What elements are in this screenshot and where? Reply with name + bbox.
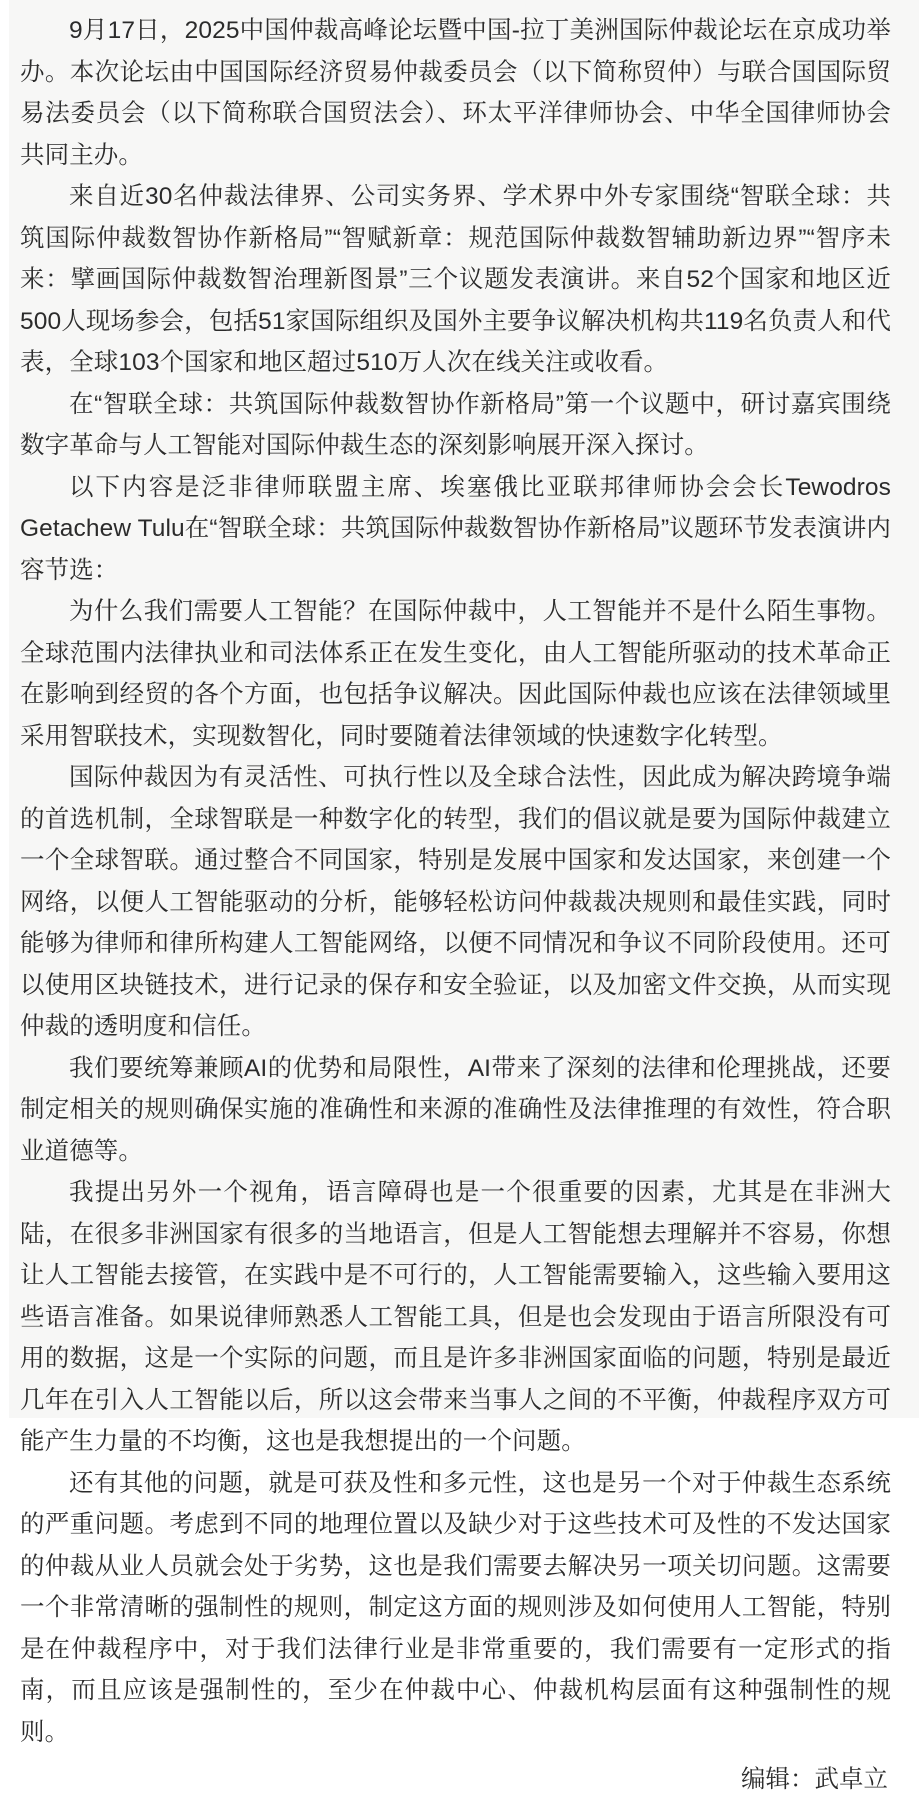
paragraph-4: 以下内容是泛非律师联盟主席、埃塞俄比亚联邦律师协会会长Tewodros Getachew Tulu在“智联全球：共筑国际仲裁数智协作新格局”议题环节发表演讲内容节选： — [20, 473, 891, 584]
paragraph-6: 国际仲裁因为有灵活性、可执行性以及全球合法性，因此成为解决跨境争端的首选机制，全球智联是一种数字化的转型，我们的倡议就是要为国际仲裁建立一个全球智联。通过整合不同国家，特别是发展中国家和发达国家，来创建一个网络，以便人工智能驱动的分析，能够轻松访问仲裁裁决规则和最佳实践，同时能够为律师和律所构建人工智能网络，以便不同情况和争议不同阶段使用。还可以使用区块链技术，进行记录的保存和安全验证，以及加密文件交换，从而实现仲裁的透明度和信任。 — [20, 764, 891, 1040]
paragraph-3: 在“智联全球：共筑国际仲裁数智协作新格局”第一个议题中，研讨嘉宾围绕数字革命与人工智能对国际仲裁生态的深刻影响展开深入探讨。 — [20, 390, 891, 459]
paragraph-8: 我提出另外一个视角，语言障碍也是一个很重要的因素，尤其是在非洲大陆，在很多非洲国家有很多的当地语言，但是人工智能想去理解并不容易，你想让人工智能去接管，在实践中是不可行的，人工智能需要输入，这些输入要用这些语言准备。如果说律师熟悉人工智能工具，但是也会发现由于语言所限没有可用的数据，这是一个实际的问题，而且是许多非洲国家面临的问题，特别是最近几年在引入人工智能以后，所以这会带来当事人之间的不平衡，仲裁程序双方可能产生力量的不均衡，这也是我想提出的一个问题。 — [20, 1179, 891, 1455]
editor-credit: 编辑：武卓立 — [741, 1766, 888, 1793]
paragraph-9: 还有其他的问题，就是可获及性和多元性，这也是另一个对于仲裁生态系统的严重问题。考虑到不同的地理位置以及缺少对于这些技术可及性的不发达国家的仲裁从业人员就会处于劣势，这也是我们需要去解决另一项关切问题。这需要一个非常清晰的强制性的规则，制定这方面的规则涉及如何使用人工智能，特别是在仲裁程序中，对于我们法律行业是非常重要的，我们需要有一定形式的指南，而且应该是强制性的，至少在仲裁中心、仲裁机构层面有这种强制性的规则。 — [20, 1469, 891, 1746]
paragraph-7: 我们要统筹兼顾AI的优势和局限性，AI带来了深刻的法律和伦理挑战，还要制定相关的规则确保实施的准确性和来源的准确性及法律推理的有效性，符合职业道德等。 — [20, 1054, 891, 1165]
paragraph-5: 为什么我们需要人工智能？在国际仲裁中，人工智能并不是什么陌生事物。全球范围内法律执业和司法体系正在发生变化，由人工智能所驱动的技术革命正在影响到经贸的各个方面，也包括争议解决。因此国际仲裁也应该在法律领域里采用智联技术，实现数智化，同时要随着法律领域的快速数字化转型。 — [20, 598, 891, 750]
paragraph-1: 9月17日，2025中国仲裁高峰论坛暨中国-拉丁美洲国际仲裁论坛在京成功举办。本次论坛由中国国际经济贸易仲裁委员会（以下简称贸仲）与联合国国际贸易法委员会（以下简称联合国贸法会）、环太平洋律师协会、中华全国律师协会共同主办。 — [20, 17, 891, 169]
paragraph-2: 来自近30名仲裁法律界、公司实务界、学术界中外专家围绕“智联全球：共筑国际仲裁数智协作新格局”“智赋新章：规范国际仲裁数智辅助新边界”“智序未来：擘画国际仲裁数智治理新图景”三个议题发表演讲。来自52个国家和地区近500人现场参会，包括51家国际组织及国外主要争议解决机构共119名负责人和代表，全球103个国家和地区超过510万人次在线关注或收看。 — [20, 183, 891, 376]
